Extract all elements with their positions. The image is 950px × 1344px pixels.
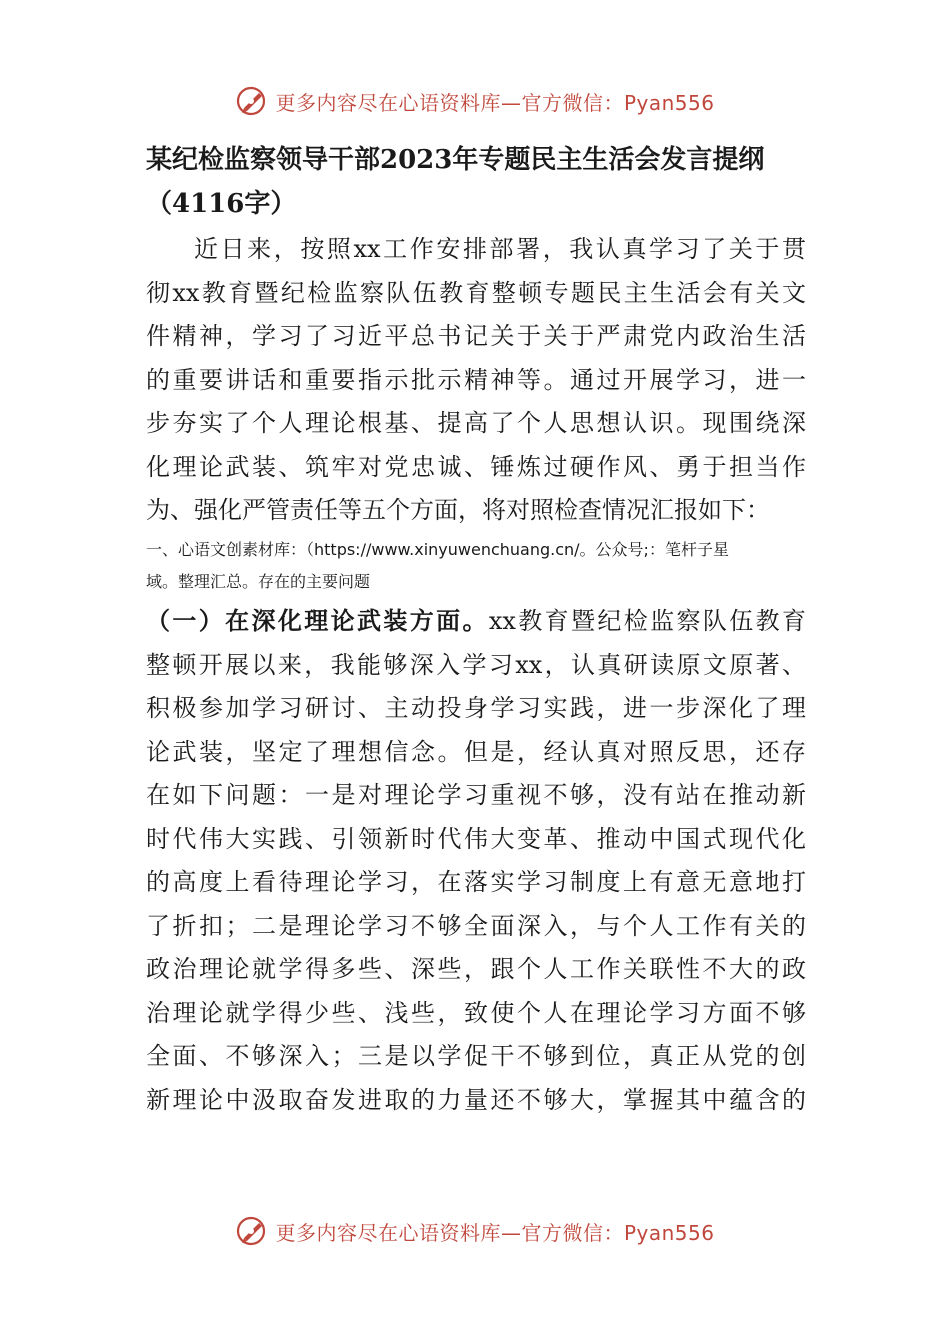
intro-line: 化理论武装、筑牢对党忠诚、锤炼过硬作风、勇于担当作: [146, 453, 806, 481]
intro-line: 为、强化严管责任等五个方面，将对照检查情况汇报如下：: [146, 496, 770, 524]
section1-line: 整顿开展以来，我能够深入学习xx，认真研读原文原著、: [146, 651, 806, 679]
watermark-text: 更多内容尽在心语资料库—官方微信：Pyan556: [275, 1220, 715, 1245]
intro-line: 件精神，学习了习近平总书记关于关于严肃党内政治生活: [146, 322, 806, 350]
section1-line: 政治理论就学得多些、深些，跟个人工作关联性不大的政: [146, 955, 806, 983]
section1-line: 了折扣；二是理论学习不够全面深入，与个人工作有关的: [146, 912, 806, 940]
pen-logo-icon: [235, 84, 269, 118]
watermark-text: 更多内容尽在心语资料库—官方微信：Pyan556: [275, 90, 715, 115]
intro-line: 近日来，按照xx工作安排部署，我认真学习了关于贯: [194, 235, 806, 263]
section1-line: 积极参加学习研讨、主动投身学习实践，进一步深化了理: [146, 694, 806, 722]
section1-heading: （一）在深化理论武装方面。: [146, 606, 489, 635]
intro-line: 彻xx教育暨纪检监察队伍教育整顿专题民主生活会有关文: [146, 279, 806, 307]
section1-line: 在如下问题：一是对理论学习重视不够，没有站在推动新: [146, 781, 806, 809]
section1-line: 全面、不够深入；三是以学促干不够到位，真正从党的创: [146, 1042, 806, 1070]
document-title: 某纪检监察领导干部2023年专题民主生活会发言提纲: [146, 145, 765, 175]
section1-first-line: [146, 604, 806, 638]
pen-logo-icon: [235, 1214, 269, 1248]
watermark-top: [0, 84, 950, 118]
section-note-line: 域。整理汇总。存在的主要问题: [146, 572, 371, 591]
section-note-line: 一、心语文创素材库：（https://www.xinyuwenchuang.cn/。公众号;：笔杆子星: [146, 540, 729, 559]
section1-line: 的高度上看待理论学习，在落实学习制度上有意无意地打: [146, 868, 806, 896]
watermark-bottom: [0, 1214, 950, 1248]
document-title-wordcount: （4116字）: [146, 189, 297, 219]
section1-line: 时代伟大实践、引领新时代伟大变革、推动中国式现代化: [146, 825, 806, 853]
section1-line: 治理论就学得少些、浅些，致使个人在理论学习方面不够: [146, 999, 806, 1027]
section1-first-line-text: xx教育暨纪检监察队伍教育: [488, 607, 807, 635]
section1-line: 论武装，坚定了理想信念。但是，经认真对照反思，还存: [146, 738, 806, 766]
intro-line: 步夯实了个人理论根基、提高了个人思想认识。现围绕深: [146, 409, 806, 437]
section1-line: 新理论中汲取奋发进取的力量还不够大，掌握其中蕴含的: [146, 1086, 806, 1114]
intro-line: 的重要讲话和重要指示批示精神等。通过开展学习，进一: [146, 366, 806, 394]
